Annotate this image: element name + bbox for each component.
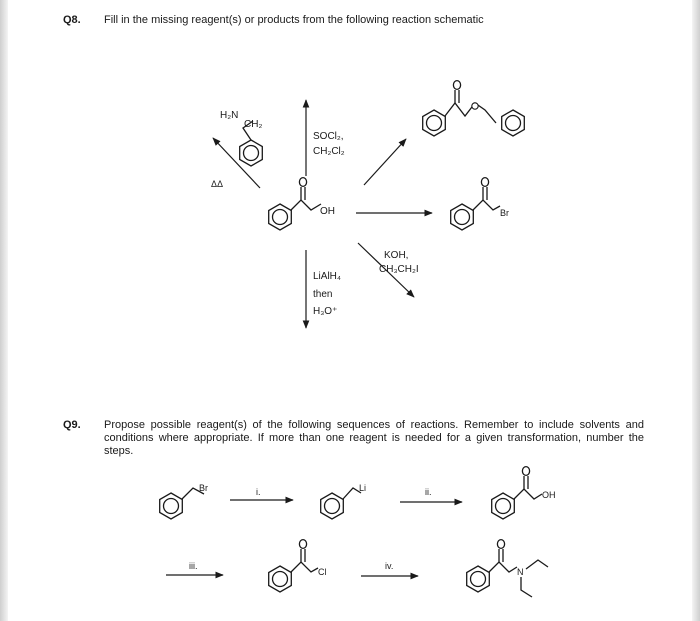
document-page	[8, 0, 692, 621]
h3o-label: H₃O⁺	[313, 306, 338, 317]
reaction-scheme-canvas	[8, 0, 692, 621]
amine-label: H₂N	[220, 110, 239, 121]
heat-label: ΔΔ	[211, 179, 224, 189]
benzyllithium-structure	[321, 483, 366, 519]
step-i-label: i.	[256, 487, 261, 497]
ester-structure	[423, 81, 525, 136]
arrow-to-ester	[364, 139, 406, 185]
q9-n-label: N	[517, 567, 524, 577]
step-iii-label: iii.	[189, 561, 198, 571]
q9-oh-label: OH	[542, 490, 556, 500]
q9-cl-label: Cl	[318, 567, 327, 577]
page-shadow-right	[692, 0, 700, 621]
oh-label: OH	[320, 206, 335, 217]
benzylamine-structure	[220, 110, 262, 166]
koh-label: KOH,	[384, 250, 409, 261]
ethyl-iodide-label: CH₃CH₂I	[379, 264, 419, 275]
lialh4-label: LiAlH₄	[313, 271, 341, 282]
page-shadow-left	[0, 0, 8, 621]
step-ii-label: ii.	[425, 487, 432, 497]
q8-number: Q8.	[63, 14, 81, 26]
amide-structure	[467, 540, 548, 597]
acid-chloride-structure	[269, 540, 327, 592]
acid-bromide-structure	[451, 178, 509, 230]
benzyl-bromide-structure	[160, 483, 208, 519]
q9-acid-structure	[492, 467, 556, 519]
q9-li-label: Li	[359, 483, 367, 493]
phenylacetic-acid-structure	[269, 178, 335, 230]
socl2-label: SOCl₂,	[313, 131, 344, 142]
br-label: Br	[500, 208, 509, 218]
then-label: then	[313, 289, 333, 300]
q9-br-label: Br	[199, 483, 208, 493]
step-iv-label: iv.	[385, 561, 394, 571]
ch2-label: CH₂	[244, 119, 263, 130]
q9-prompt: Propose possible reagent(s) of the following sequences of reactions. Remember to include solvents and conditions where appropriate. If more than one reagent is needed for a given transformation, number the steps.	[104, 419, 644, 457]
q8-prompt: Fill in the missing reagent(s) or products from the following reaction schematic	[104, 14, 484, 26]
ch2cl2-label: CH₂Cl₂	[313, 146, 345, 157]
q9-number: Q9.	[63, 419, 81, 431]
